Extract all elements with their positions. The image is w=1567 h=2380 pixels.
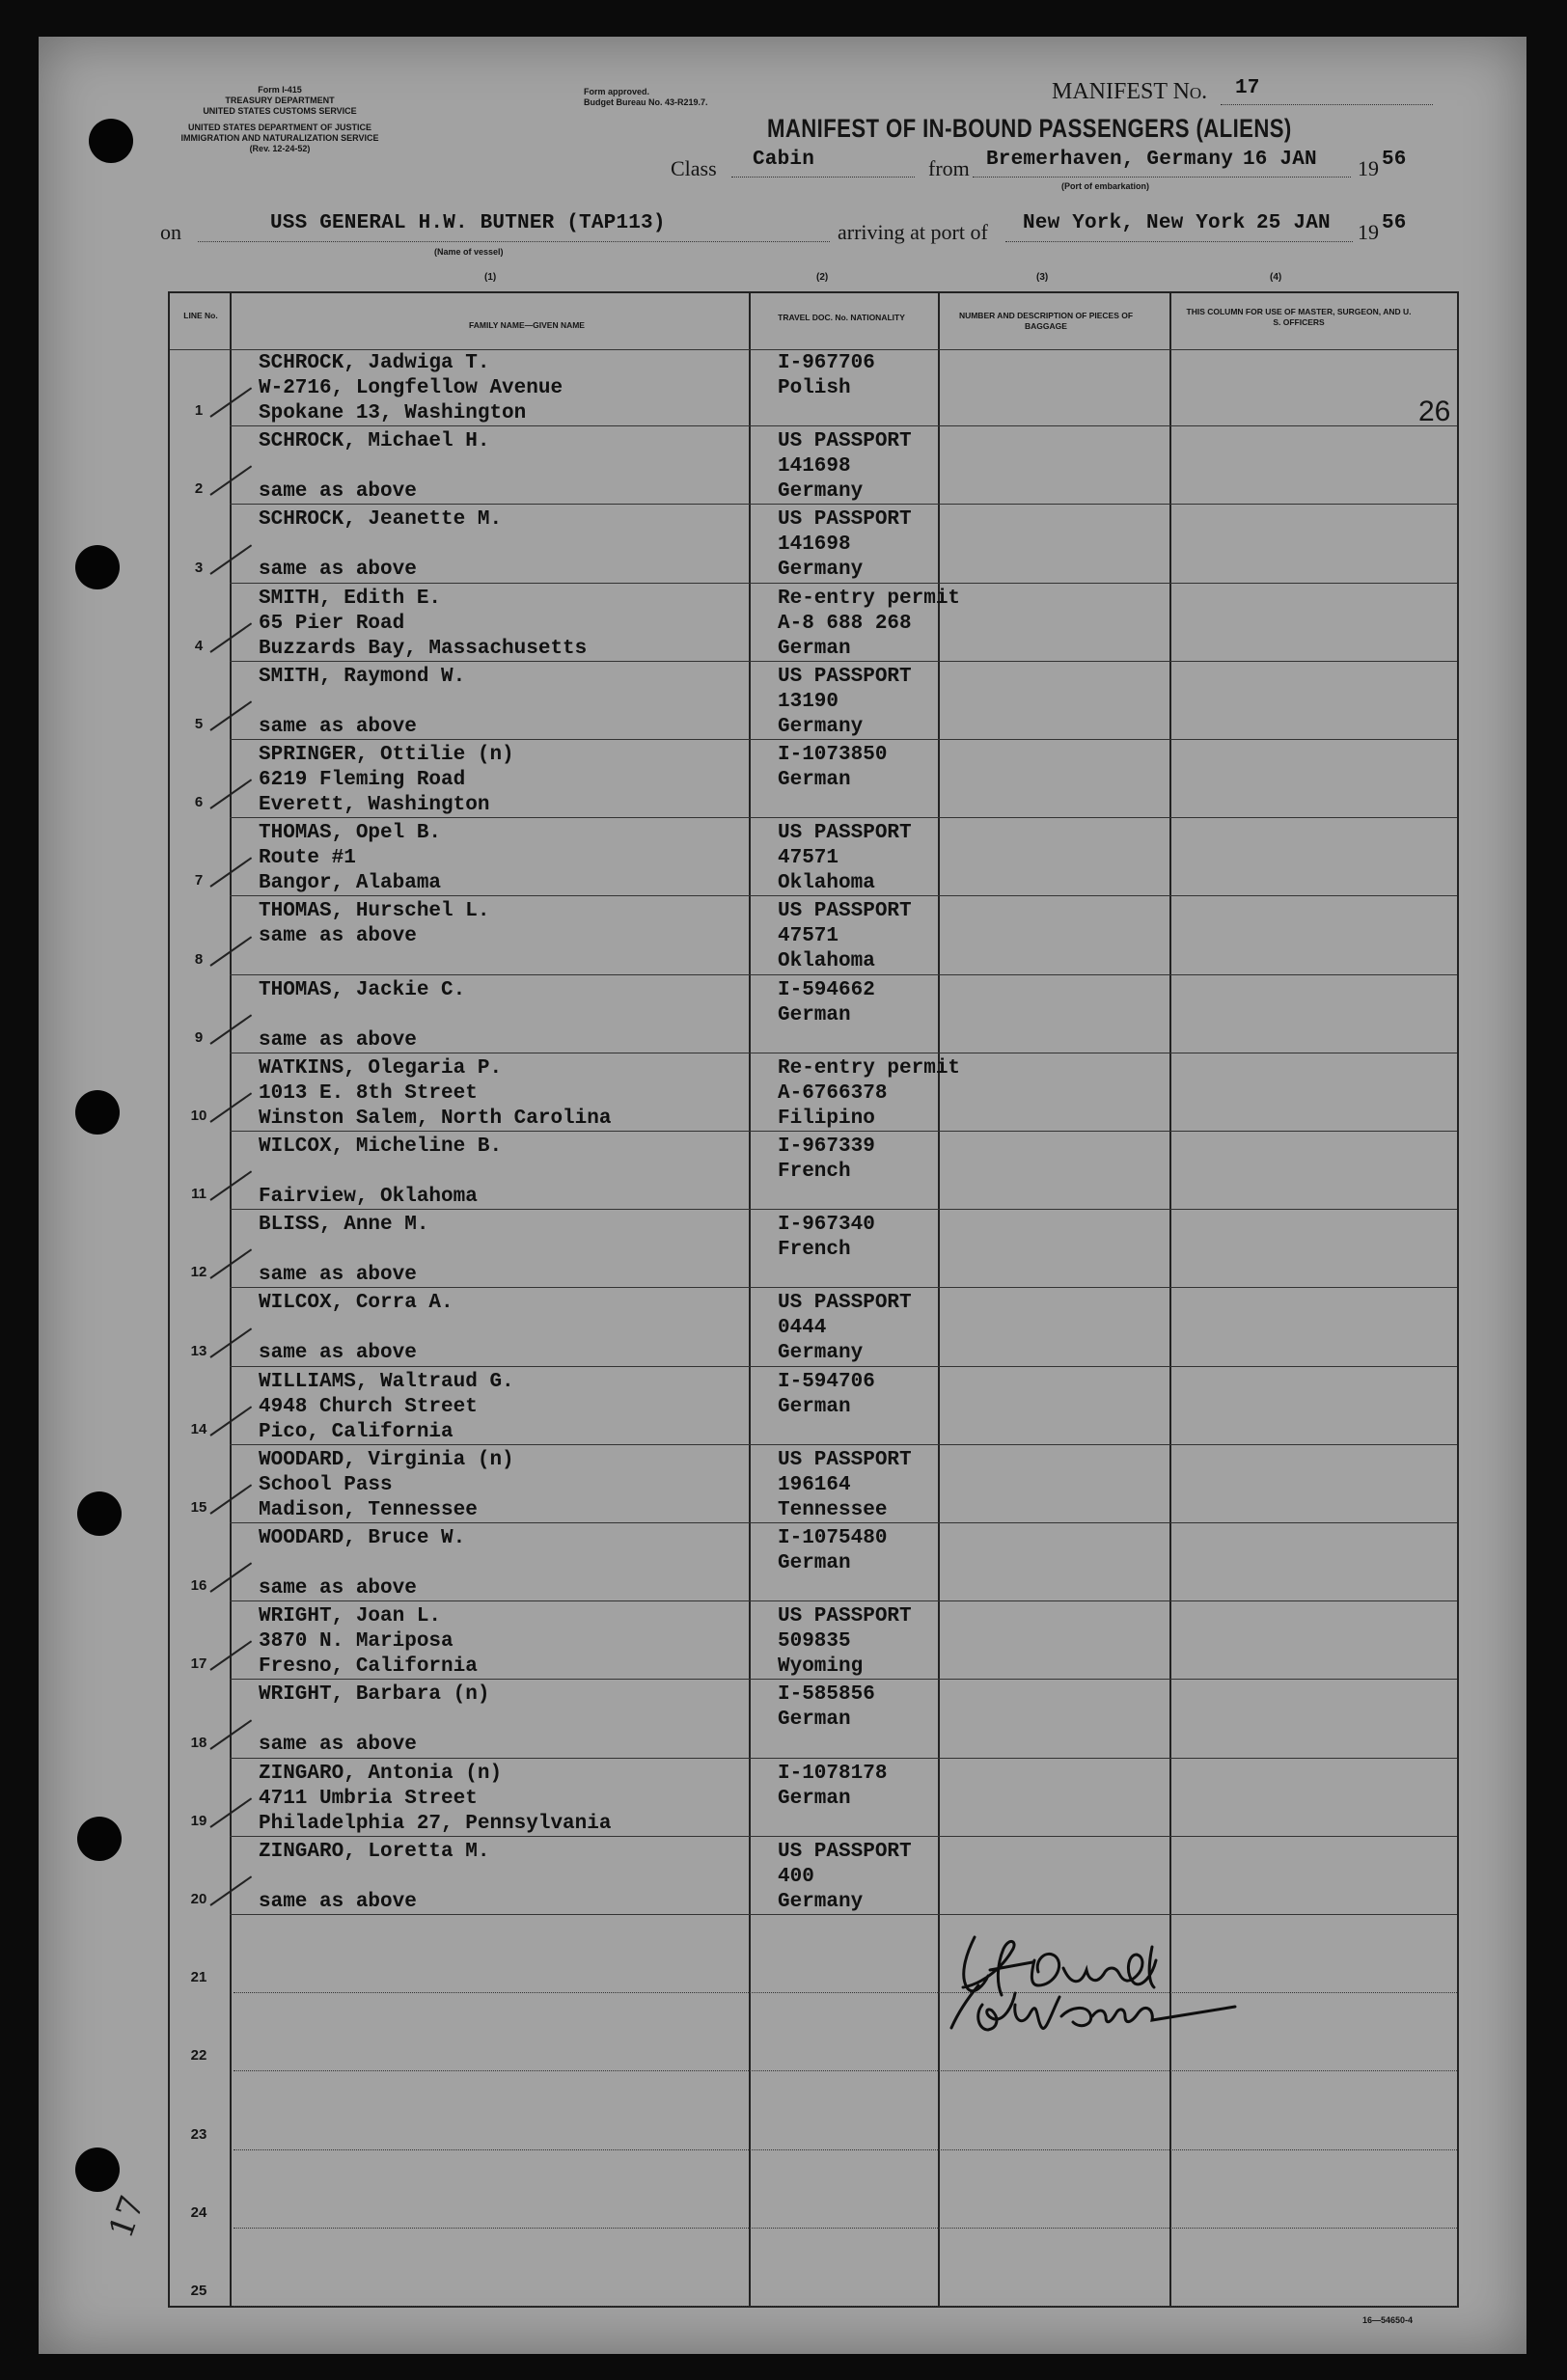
row-rule — [234, 2228, 1457, 2229]
passenger-name: SCHROCK, Jadwiga T. — [259, 352, 490, 374]
binder-hole — [75, 545, 120, 589]
embarkation-port: Bremerhaven, Germany — [986, 149, 1234, 171]
passenger-address: 65 Pier Road — [259, 612, 405, 635]
row-rule — [230, 1679, 1457, 1680]
travel-doc: US PASSPORT — [778, 1292, 912, 1315]
table-row — [170, 506, 1457, 584]
travel-doc: I-967339 — [778, 1135, 875, 1158]
table-row — [170, 1760, 1457, 1838]
table-row — [170, 819, 1457, 897]
table-row — [170, 1994, 1457, 2072]
row-rule — [230, 504, 1457, 505]
passenger-address: same as above — [259, 1028, 417, 1052]
row-rule — [234, 2149, 1457, 2150]
table-row — [170, 1054, 1457, 1133]
page-title: MANIFEST OF IN-BOUND PASSENGERS (ALIENS) — [767, 114, 1292, 143]
line-number: 1 — [194, 402, 204, 420]
travel-doc: 13190 — [778, 690, 839, 713]
arrival-date: 25 JAN — [1256, 212, 1331, 234]
travel-doc: US PASSPORT — [778, 1840, 912, 1863]
table-row — [170, 1289, 1457, 1367]
line-number: 7 — [194, 872, 204, 889]
passenger-address: Philadelphia 27, Pennsylvania — [259, 1812, 612, 1835]
passenger-name: SMITH, Edith E. — [259, 587, 442, 610]
class-line — [731, 177, 915, 178]
revision-date: (Rev. 12-24-52) — [249, 144, 311, 153]
row-rule — [230, 1914, 1457, 1915]
passenger-name: WILLIAMS, Waltraud G. — [259, 1370, 514, 1393]
passenger-address: same as above — [259, 1577, 417, 1600]
passenger-name: SCHROCK, Jeanette M. — [259, 508, 503, 532]
travel-doc: I-594662 — [778, 978, 875, 1001]
table-row — [170, 585, 1457, 663]
passenger-table — [168, 291, 1459, 2308]
travel-doc: Germany — [778, 1890, 864, 1913]
row-rule — [230, 1444, 1457, 1445]
passenger-address: Spokane 13, Washington — [259, 402, 527, 424]
passenger-address: Madison, Tennessee — [259, 1498, 478, 1521]
travel-doc: I-967340 — [778, 1214, 875, 1237]
passenger-address: same as above — [259, 1342, 417, 1365]
form-block — [154, 85, 405, 154]
row-rule — [230, 974, 1457, 975]
travel-doc: Germany — [778, 480, 864, 504]
passenger-name: THOMAS, Jackie C. — [259, 978, 466, 1001]
passenger-name: THOMAS, Hurschel L. — [259, 900, 490, 923]
table-row — [170, 1133, 1457, 1211]
line-number: 10 — [190, 1107, 207, 1124]
passenger-address: Everett, Washington — [259, 794, 490, 816]
table-row — [170, 1446, 1457, 1524]
line-number: 23 — [190, 2125, 207, 2143]
table-row — [170, 1916, 1457, 1994]
travel-doc: 47571 — [778, 925, 839, 948]
travel-doc: 400 — [778, 1865, 814, 1888]
passenger-address: School Pass — [259, 1473, 393, 1496]
col-header-officers: THIS COLUMN FOR USE OF MASTER, SURGEON, AND U. S. OFFICERS — [1186, 307, 1412, 327]
table-row — [170, 1602, 1457, 1681]
table-row — [170, 2072, 1457, 2150]
travel-doc: 196164 — [778, 1473, 851, 1496]
from-label: from — [928, 156, 970, 180]
passenger-name: THOMAS, Opel B. — [259, 822, 442, 845]
col-header-baggage: NUMBER AND DESCRIPTION OF PIECES OF BAGGAGE — [958, 311, 1134, 331]
row-rule — [230, 1600, 1457, 1601]
travel-doc: US PASSPORT — [778, 1448, 912, 1471]
arrival-port: New York, New York — [1023, 212, 1246, 234]
travel-doc: Re-entry permit — [778, 587, 961, 610]
line-number: 14 — [190, 1420, 207, 1437]
footer-code: 16—54650-4 — [1362, 2315, 1414, 2325]
row-rule — [230, 1209, 1457, 1210]
line-number: 20 — [190, 1890, 207, 1907]
passenger-name: WRIGHT, Barbara (n) — [259, 1683, 490, 1707]
form-number: Form I-415 — [258, 85, 302, 95]
passenger-address: Bangor, Alabama — [259, 872, 442, 895]
class-value: Cabin — [753, 149, 815, 171]
table-row — [170, 1838, 1457, 1916]
class-label: Class — [671, 156, 717, 180]
immigration-service: IMMIGRATION AND NATURALIZATION SERVICE — [180, 133, 379, 143]
travel-doc: Wyoming — [778, 1655, 864, 1679]
passenger-address: same as above — [259, 715, 417, 738]
passenger-name: ZINGARO, Loretta M. — [259, 1840, 490, 1863]
line-number: 3 — [194, 559, 204, 576]
line-number: 11 — [191, 1186, 206, 1203]
from-year-prefix: 19 — [1358, 156, 1379, 180]
passenger-address: Route #1 — [259, 847, 356, 870]
passenger-name: WILCOX, Micheline B. — [259, 1135, 503, 1158]
row-rule — [230, 1366, 1457, 1367]
passenger-address: same as above — [259, 1734, 417, 1757]
travel-doc: Germany — [778, 1342, 864, 1365]
line-number: 13 — [190, 1342, 207, 1359]
passenger-address: Buzzards Bay, Massachusetts — [259, 637, 588, 660]
table-row — [170, 897, 1457, 975]
passenger-address: same as above — [259, 559, 417, 582]
passenger-address: same as above — [259, 1890, 417, 1913]
line-number: 24 — [190, 2203, 207, 2221]
passenger-address: Pico, California — [259, 1420, 454, 1443]
line-number: 22 — [190, 2047, 207, 2065]
row-rule — [234, 1992, 1457, 1993]
table-row — [170, 2151, 1457, 2230]
row-rule — [230, 895, 1457, 896]
travel-doc: US PASSPORT — [778, 900, 912, 923]
from-line — [973, 177, 1351, 178]
table-row — [170, 663, 1457, 741]
row-rule — [230, 739, 1457, 740]
col-num-3: (3) — [1036, 272, 1049, 283]
passenger-name: WATKINS, Olegaria P. — [259, 1056, 503, 1080]
travel-doc: 0444 — [778, 1317, 827, 1340]
table-row — [170, 1368, 1457, 1446]
row-rule — [230, 661, 1457, 662]
vessel-line — [198, 241, 830, 242]
travel-doc: US PASSPORT — [778, 665, 912, 688]
row-rule — [230, 425, 1457, 426]
arriving-label: arriving at port of — [838, 220, 988, 244]
travel-doc: Germany — [778, 559, 864, 582]
passenger-name: WOODARD, Virginia (n) — [259, 1448, 514, 1471]
embarkation-date: 16 JAN — [1243, 149, 1317, 171]
arrival-year-prefix: 19 — [1358, 220, 1379, 244]
table-row — [170, 427, 1457, 506]
manifest-sheet — [39, 37, 1526, 2354]
line-number: 5 — [194, 715, 204, 732]
line-number: 16 — [190, 1577, 207, 1595]
travel-doc: I-1075480 — [778, 1527, 888, 1549]
travel-doc: US PASSPORT — [778, 508, 912, 532]
travel-doc: I-585856 — [778, 1683, 875, 1707]
line-number: 15 — [190, 1498, 207, 1516]
travel-doc: 141698 — [778, 455, 851, 479]
on-label: on — [160, 220, 181, 244]
passenger-name: SCHROCK, Michael H. — [259, 430, 490, 453]
line-number: 18 — [190, 1734, 207, 1751]
travel-doc: German — [778, 1003, 851, 1026]
table-row — [170, 2230, 1457, 2308]
passenger-address: 3870 N. Mariposa — [259, 1630, 454, 1654]
passenger-name: WILCOX, Corra A. — [259, 1292, 454, 1315]
table-row — [170, 349, 1457, 427]
arrival-year: 56 — [1382, 212, 1407, 234]
col-header-line: LINE No. — [183, 311, 218, 320]
manifest-number-line — [1221, 104, 1433, 105]
line-number: 6 — [194, 794, 204, 811]
line-number: 9 — [194, 1028, 204, 1046]
row-rule — [230, 1758, 1457, 1759]
vessel-caption: (Name of vessel) — [434, 247, 504, 257]
line-number: 25 — [190, 2282, 207, 2299]
travel-doc: French — [778, 1239, 851, 1262]
passenger-address: same as above — [259, 1264, 417, 1287]
travel-doc: A-8 688 268 — [778, 612, 912, 635]
row-rule — [234, 2070, 1457, 2071]
table-row — [170, 741, 1457, 819]
travel-doc: 141698 — [778, 533, 851, 557]
travel-doc: French — [778, 1161, 851, 1183]
manifest-label: MANIFEST No. — [1052, 79, 1208, 104]
col-header-travel: TRAVEL DOC. No. NATIONALITY — [778, 313, 905, 322]
travel-doc: Oklahoma — [778, 872, 875, 895]
passenger-address: same as above — [259, 925, 417, 948]
line-number: 21 — [190, 1969, 207, 1986]
travel-doc: Polish — [778, 377, 851, 399]
passenger-address: Fairview, Oklahoma — [259, 1186, 478, 1208]
handwritten-signature — [946, 1928, 1254, 2043]
row-rule — [230, 1287, 1457, 1288]
row-rule — [230, 583, 1457, 584]
table-row — [170, 1211, 1457, 1289]
from-year: 56 — [1382, 149, 1407, 171]
col-num-4: (4) — [1270, 272, 1282, 283]
binder-hole-bottom — [75, 2147, 120, 2192]
travel-doc: German — [778, 637, 851, 660]
passenger-address: W-2716, Longfellow Avenue — [259, 377, 564, 399]
budget-bureau: Budget Bureau No. 43-R219.7. — [584, 97, 708, 107]
manifest-number: 17 — [1235, 77, 1260, 99]
binder-hole — [75, 1090, 120, 1135]
col-num-2: (2) — [816, 272, 829, 283]
passenger-name: SPRINGER, Ottilie (n) — [259, 744, 514, 766]
form-approved: Form approved. — [584, 87, 650, 96]
line-number: 2 — [194, 480, 204, 498]
travel-doc: Oklahoma — [778, 950, 875, 973]
row-rule — [230, 1522, 1457, 1523]
passenger-address: same as above — [259, 480, 417, 504]
justice-dept: UNITED STATES DEPARTMENT OF JUSTICE — [187, 123, 371, 132]
table-row — [170, 1524, 1457, 1602]
passenger-address: Fresno, California — [259, 1655, 478, 1679]
travel-doc: German — [778, 1395, 851, 1418]
table-row — [170, 976, 1457, 1054]
arrival-line — [1005, 241, 1353, 242]
travel-doc: 509835 — [778, 1630, 851, 1654]
binder-hole — [77, 1817, 122, 1861]
binder-hole — [77, 1491, 122, 1536]
row-rule — [230, 1836, 1457, 1837]
customs-service: UNITED STATES CUSTOMS SERVICE — [203, 106, 357, 116]
row-rule — [234, 2306, 1457, 2307]
line-number: 8 — [194, 950, 204, 968]
passenger-name: BLISS, Anne M. — [259, 1214, 429, 1237]
margin-number: 26 — [1418, 396, 1451, 427]
travel-doc: US PASSPORT — [778, 1605, 912, 1628]
passenger-name: ZINGARO, Antonia (n) — [259, 1762, 503, 1785]
travel-doc: Tennessee — [778, 1498, 888, 1521]
travel-doc: I-594706 — [778, 1370, 875, 1393]
travel-doc: I-967706 — [778, 352, 875, 374]
passenger-name: WOODARD, Bruce W. — [259, 1527, 466, 1549]
travel-doc: 47571 — [778, 847, 839, 870]
line-number: 12 — [190, 1264, 207, 1281]
line-number: 4 — [194, 637, 204, 654]
travel-doc: Filipino — [778, 1107, 875, 1130]
line-number: 17 — [190, 1655, 207, 1673]
passenger-address: 6219 Fleming Road — [259, 769, 466, 791]
travel-doc: I-1078178 — [778, 1762, 888, 1785]
line-number: 19 — [190, 1812, 207, 1829]
row-rule — [230, 1131, 1457, 1132]
passenger-address: 4711 Umbria Street — [259, 1787, 478, 1810]
table-row — [170, 1681, 1457, 1759]
travel-doc: A-6766378 — [778, 1081, 888, 1105]
travel-doc: German — [778, 769, 851, 791]
passenger-address: 1013 E. 8th Street — [259, 1081, 478, 1105]
binder-hole-top — [89, 119, 133, 163]
passenger-name: WRIGHT, Joan L. — [259, 1605, 442, 1628]
passenger-name: SMITH, Raymond W. — [259, 665, 466, 688]
travel-doc: German — [778, 1552, 851, 1574]
travel-doc: US PASSPORT — [778, 822, 912, 845]
travel-doc: German — [778, 1787, 851, 1810]
col-num-1: (1) — [484, 272, 497, 283]
passenger-address: Winston Salem, North Carolina — [259, 1107, 612, 1130]
travel-doc: US PASSPORT — [778, 430, 912, 453]
col-header-name: FAMILY NAME—GIVEN NAME — [469, 320, 585, 330]
passenger-address: 4948 Church Street — [259, 1395, 478, 1418]
treasury-dept: TREASURY DEPARTMENT — [225, 96, 335, 105]
margin-mark: 17 — [101, 2190, 152, 2244]
travel-doc: German — [778, 1709, 851, 1732]
travel-doc: Germany — [778, 715, 864, 738]
travel-doc: Re-entry permit — [778, 1056, 961, 1080]
approval-note — [584, 87, 708, 108]
port-caption: (Port of embarkation) — [1061, 181, 1150, 191]
row-rule — [230, 817, 1457, 818]
vessel-name: USS GENERAL H.W. BUTNER (TAP113) — [270, 212, 666, 234]
travel-doc: I-1073850 — [778, 744, 888, 766]
